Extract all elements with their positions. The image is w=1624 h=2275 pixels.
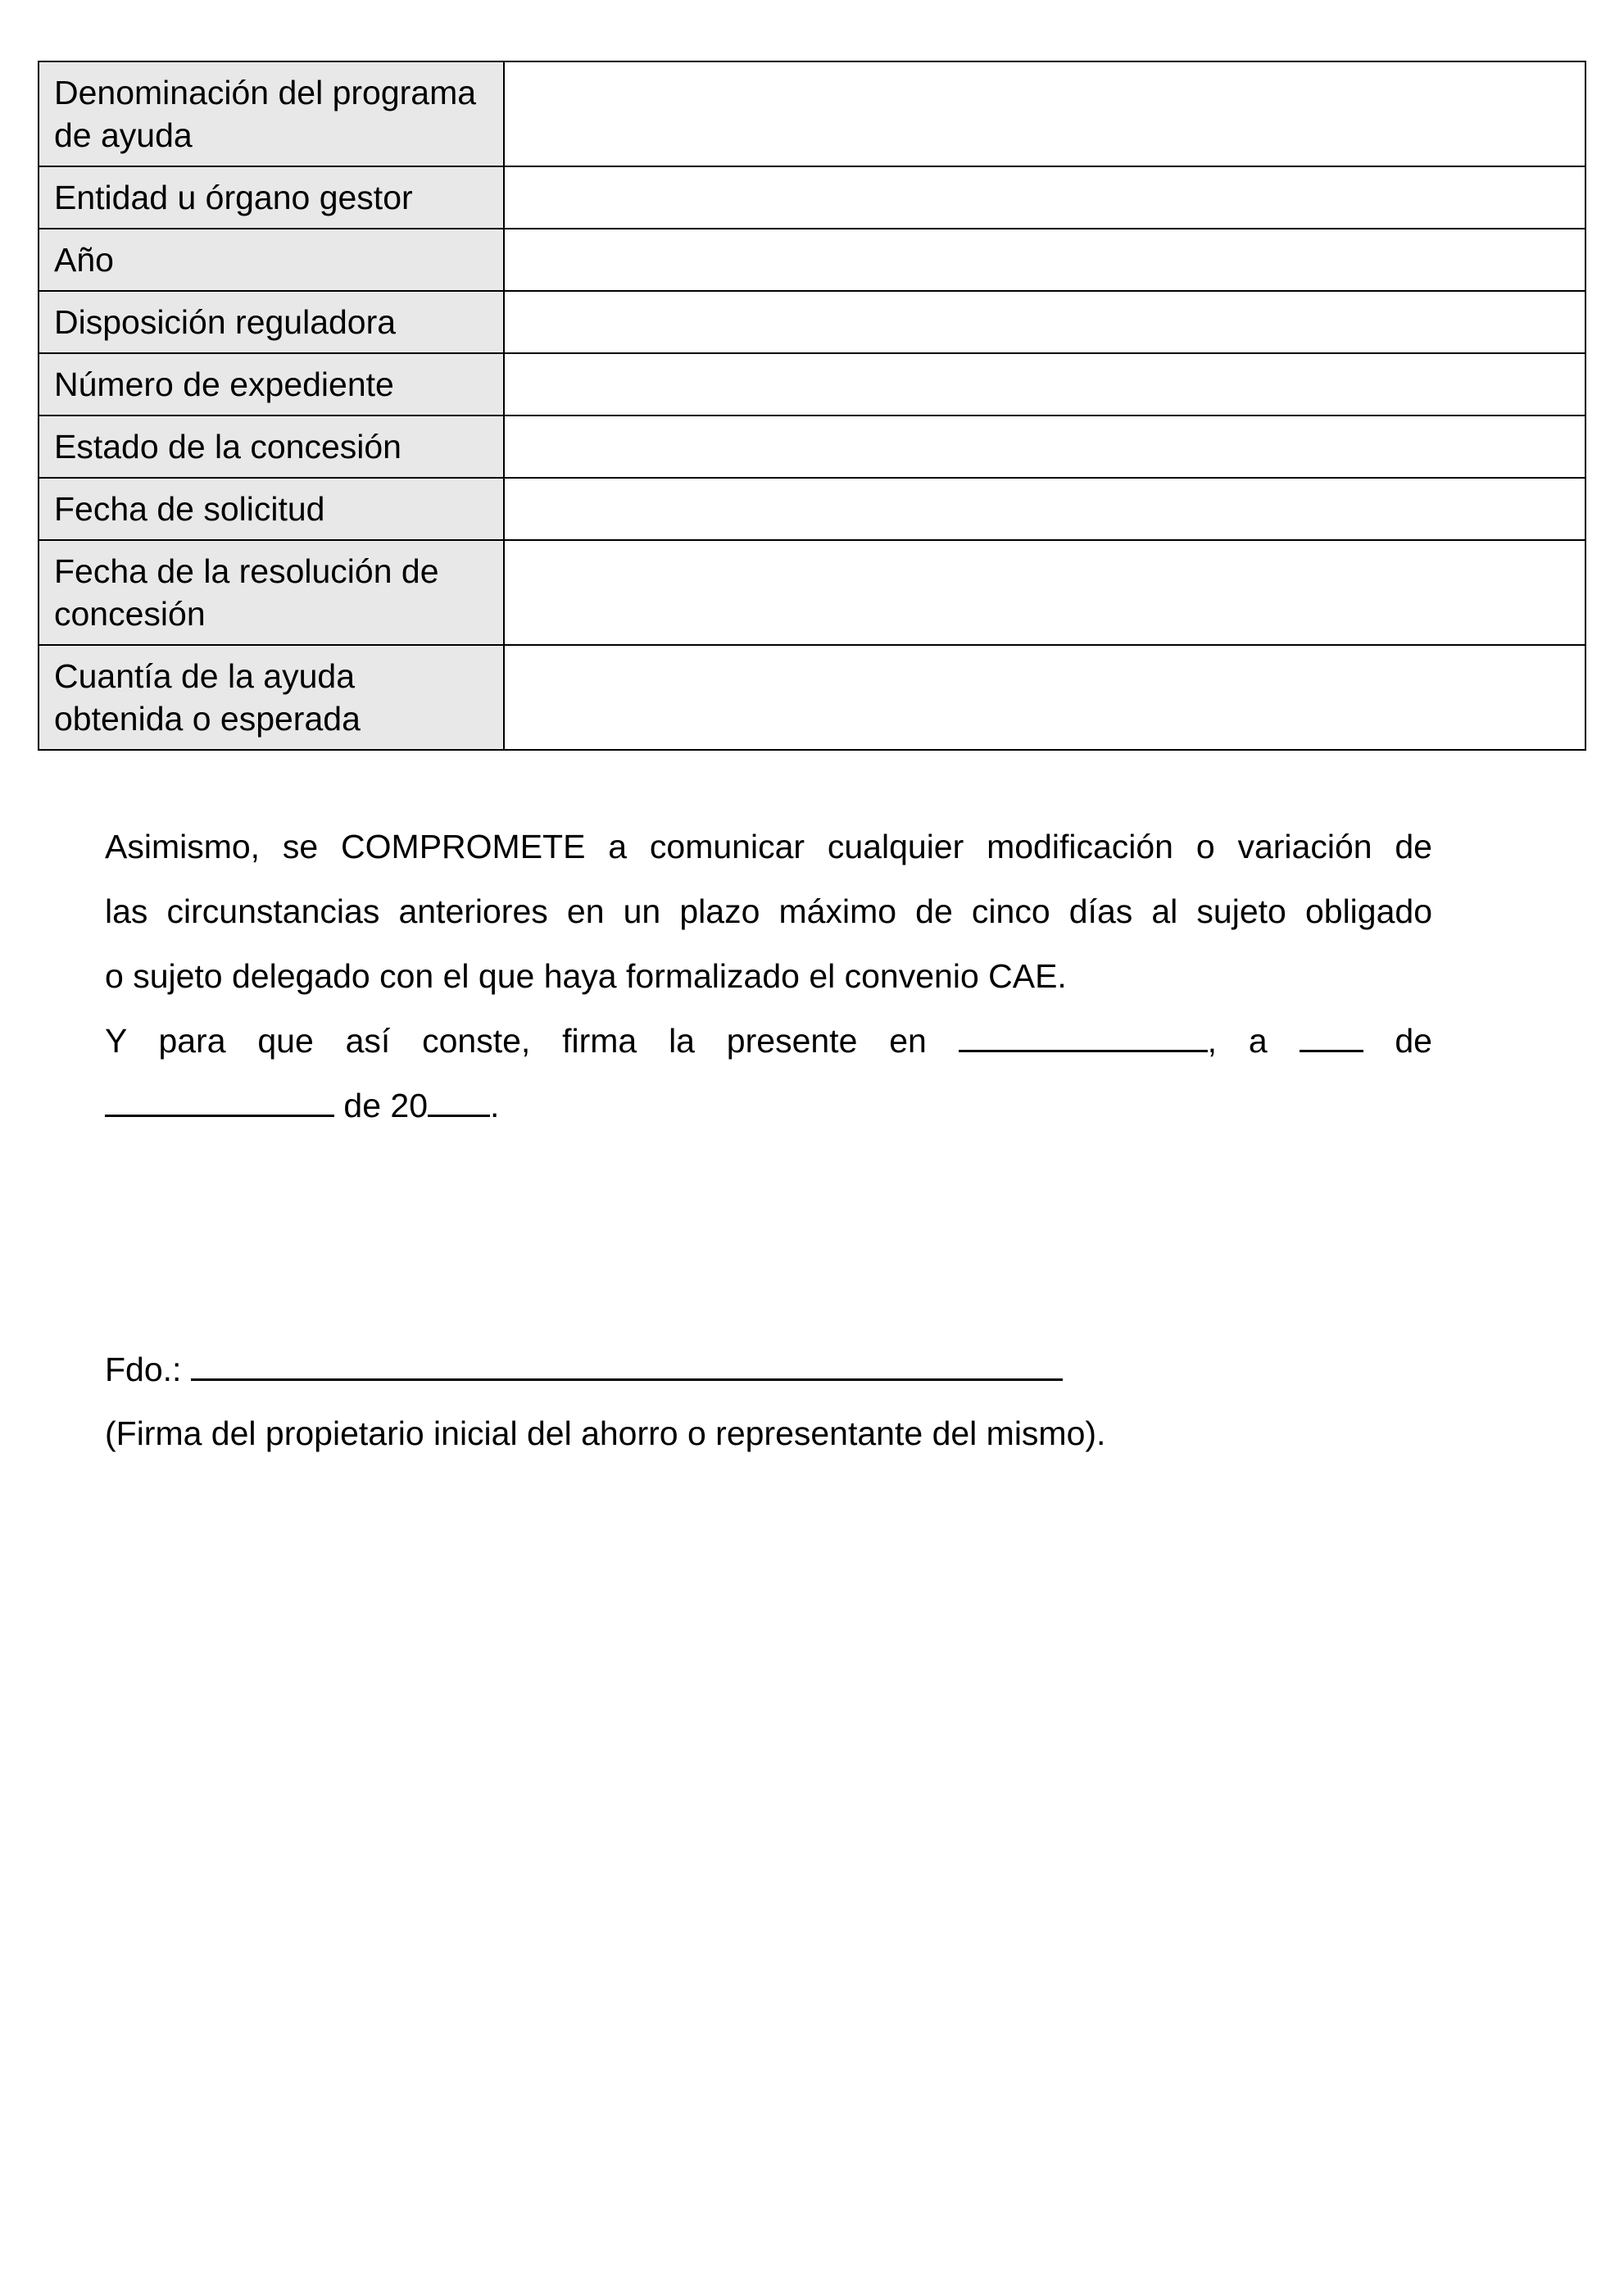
- row-label-application-date: Fecha de solicitud: [39, 478, 504, 540]
- row-label-regulatory-provision: Disposición reguladora: [39, 291, 504, 353]
- table-row: [39, 229, 1585, 291]
- row-value-year[interactable]: [504, 229, 1585, 291]
- row-value-aid-amount[interactable]: [504, 645, 1585, 750]
- day-blank[interactable]: [1300, 1022, 1363, 1052]
- commitment-line-3: o sujeto delegado con el que haya formalizado el convenio CAE.: [105, 957, 1067, 995]
- row-value-grant-status[interactable]: [504, 415, 1585, 478]
- closing-text-5: .: [490, 1087, 500, 1124]
- closing-text-1: Y para que así conste, firma la presente en: [105, 1022, 927, 1060]
- table-row: [39, 540, 1585, 645]
- commitment-line-2: las circunstancias anteriores en un plazo máximo de cinco días al sujeto obligado: [105, 892, 1432, 930]
- signature-line: [105, 1337, 1334, 1401]
- row-label-managing-entity: Entidad u órgano gestor: [39, 166, 504, 229]
- row-label-program-name: Denominación del programa de ayuda: [39, 61, 504, 166]
- row-value-application-date[interactable]: [504, 478, 1585, 540]
- table-row: [39, 166, 1585, 229]
- row-value-file-number[interactable]: [504, 353, 1585, 415]
- closing-line-1: [105, 1009, 1432, 1074]
- closing-text-2: , a: [1207, 1022, 1268, 1060]
- table-row: [39, 415, 1585, 478]
- commitment-paragraph: [105, 815, 1432, 1138]
- row-value-program-name[interactable]: [504, 61, 1585, 166]
- table-row: [39, 61, 1585, 166]
- aid-program-table: [38, 61, 1586, 751]
- row-label-aid-amount: Cuantía de la ayuda obtenida o esperada: [39, 645, 504, 750]
- month-blank[interactable]: [105, 1087, 334, 1117]
- closing-line-2: [105, 1074, 1432, 1138]
- closing-text-3: de: [1395, 1022, 1432, 1060]
- commitment-line-1: Asimismo, se COMPROMETE a comunicar cualquier modificación o variación de: [105, 828, 1432, 865]
- row-label-grant-status: Estado de la concesión: [39, 415, 504, 478]
- signature-block: [105, 1337, 1334, 1465]
- table-row: [39, 645, 1585, 750]
- row-label-year: Año: [39, 229, 504, 291]
- closing-text-4: de 20: [343, 1087, 429, 1124]
- place-blank[interactable]: [959, 1022, 1208, 1052]
- row-value-managing-entity[interactable]: [504, 166, 1585, 229]
- row-value-regulatory-provision[interactable]: [504, 291, 1585, 353]
- table-row: [39, 478, 1585, 540]
- row-label-resolution-date: Fecha de la resolución de concesión: [39, 540, 504, 645]
- row-label-file-number: Número de expediente: [39, 353, 504, 415]
- signature-caption: (Firma del propietario inicial del ahorro o representante del mismo).: [105, 1414, 1106, 1452]
- table-row: [39, 291, 1585, 353]
- signature-blank[interactable]: [191, 1351, 1063, 1381]
- table-row: [39, 353, 1585, 415]
- signature-label: Fdo.:: [105, 1351, 182, 1388]
- row-value-resolution-date[interactable]: [504, 540, 1585, 645]
- year-blank[interactable]: [428, 1087, 490, 1117]
